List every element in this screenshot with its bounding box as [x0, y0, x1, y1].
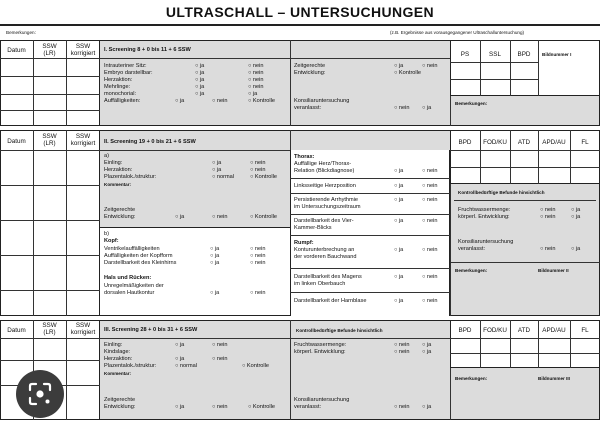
s1-option-nein[interactable]: ○ nein — [394, 105, 410, 111]
s1-mid-item: Konsiliaruntersuchung — [294, 98, 350, 104]
s2-option-ja[interactable]: ○ ja — [571, 207, 581, 213]
s3-option-kontrolle[interactable]: ○ Kontrolle — [248, 404, 276, 410]
s1-measure-bpd: BPD — [517, 51, 531, 58]
s2-option-ja[interactable]: ○ ja — [394, 218, 404, 224]
s2-rumpf-item: Konturunterbrechung an — [294, 247, 355, 253]
s1-item: Auffälligkeiten: — [104, 98, 141, 104]
s1-item: Mehrlinge: — [104, 84, 131, 90]
s2-thorax-item: Darstellbarkeit des Vier- — [294, 218, 354, 224]
s2-control-item: veranlasst: — [458, 246, 486, 252]
s2-option-ja[interactable]: ○ ja — [394, 298, 404, 304]
s2-option-ja[interactable]: ○ ja — [210, 290, 220, 296]
s1-option-ja[interactable]: ○ ja — [195, 63, 205, 69]
s2-image-label: Bildnummer II — [538, 268, 569, 273]
s1-remarks-label: Bemerkungen: — [455, 101, 488, 106]
s3-item: Kindslage: — [104, 349, 131, 355]
col-datum-1: Datum — [7, 47, 26, 54]
lens-search-button[interactable] — [16, 370, 64, 418]
s1-measure-ssl: SSL — [489, 51, 501, 58]
s1-option-nein[interactable]: ○ nein — [248, 70, 264, 76]
s2-option-ja[interactable]: ○ ja — [175, 214, 185, 220]
s2-thorax-head: Thorax: — [294, 154, 315, 160]
s2-option-ja[interactable]: ○ ja — [394, 197, 404, 203]
s2-option-nein[interactable]: ○ nein — [540, 207, 556, 213]
s2-neck-head: Hals und Rücken: — [104, 275, 152, 281]
s2-option-ja[interactable]: ○ ja — [394, 168, 404, 174]
col-ssw-korr-1b: korrigiert — [70, 50, 96, 57]
col-ssw-korr-2b: korrigiert — [70, 140, 96, 147]
s2-timely-label: Entwicklung: — [104, 214, 136, 220]
s3-option-ja[interactable]: ○ ja — [175, 356, 185, 362]
s3-item: Plazentalok./struktur: — [104, 363, 157, 369]
s1-option-ja[interactable]: ○ ja — [195, 91, 205, 97]
s3-option-nein[interactable]: ○ nein — [212, 356, 228, 362]
s2-sub-b: b) — [104, 231, 109, 237]
s2-control-item: Fruchtwassermenge: — [458, 207, 511, 213]
s2-rumpf-item: der vorderen Bauchwand — [294, 254, 357, 260]
s3-item: Herzaktion: — [104, 356, 133, 362]
screening-2-title: II. Screening 19 + 0 bis 21 + 6 SSW — [104, 139, 196, 145]
s3-option-ja[interactable]: ○ ja — [175, 342, 185, 348]
s2-b-item: Ventrikelauffälligkeiten — [104, 246, 160, 252]
s1-item: monochorial: — [104, 91, 137, 97]
s2-option-nein[interactable]: ○ nein — [250, 160, 266, 166]
s2-thorax-item: Auffällige Herz/Thorax- — [294, 161, 352, 167]
s2-sub-a: a) — [104, 153, 109, 159]
s2-neck-item: Unregelmäßigkeiten der — [104, 283, 164, 289]
screening-1-title: I. Screening 8 + 0 bis 11 + 6 SSW — [104, 47, 191, 53]
s3-measure-fl: FL — [581, 327, 589, 334]
header-note: (z.B. Ergebnisse aus vorausgegangener Ultraschalluntersuchung) — [390, 30, 525, 35]
s2-kommentar: Kommentar: — [104, 182, 132, 187]
col-ssw-korr-3b: korrigiert — [70, 329, 96, 336]
col-ssw-lr-1a: SSW — [42, 43, 57, 50]
s2-thorax-item: im Untersuchungszeitraum — [294, 204, 361, 210]
screening-3-title: III. Screening 28 + 0 bis 31 + 6 SSW — [104, 327, 198, 333]
s2-measure-apd: APD/AU — [542, 139, 566, 146]
s2-b-item: Darstellbarkeit des Kleinhirns — [104, 260, 177, 266]
s1-option-nein[interactable]: ○ nein — [212, 98, 228, 104]
col-ssw-lr-2a: SSW — [42, 133, 57, 140]
s2-measure-bpd: BPD — [458, 139, 472, 146]
s3-option-ja[interactable]: ○ ja — [422, 404, 432, 410]
s2-option-nein[interactable]: ○ nein — [540, 214, 556, 220]
s3-item: Einling: — [104, 342, 123, 348]
s2-option-ja[interactable]: ○ ja — [210, 246, 220, 252]
col-ssw-lr-1b: (LR) — [43, 50, 56, 57]
s2-option-ja[interactable]: ○ ja — [571, 214, 581, 220]
s2-a-item: Einling: — [104, 160, 123, 166]
s1-mid-item: veranlasst: — [294, 105, 322, 111]
s2-option-nein[interactable]: ○ nein — [422, 197, 438, 203]
s3-control-item: Fruchtwassermenge: — [294, 342, 347, 348]
s1-option-kontrolle[interactable]: ○ Kontrolle — [394, 70, 422, 76]
s1-option-ja[interactable]: ○ ja — [195, 70, 205, 76]
s2-thorax-item: Relation (Blickdiagnose) — [294, 168, 355, 174]
s2-remarks-label: Bemerkungen: — [455, 268, 488, 273]
s2-option-normal[interactable]: ○ normal — [212, 174, 235, 180]
s1-option-nein[interactable]: ○ nein — [248, 63, 264, 69]
s1-option-ja[interactable]: ○ ja — [394, 63, 404, 69]
s1-item: Intrauteriner Sitz: — [104, 63, 147, 69]
s1-item: Embryo darstellbar: — [104, 70, 153, 76]
screening-2-grid — [0, 130, 100, 316]
s1-option-ja[interactable]: ○ ja — [195, 84, 205, 90]
s3-option-nein[interactable]: ○ nein — [212, 342, 228, 348]
s3-remarks-label: Bemerkungen: — [455, 376, 488, 381]
s2-thorax-item: Linksseitige Herzposition — [294, 183, 356, 189]
s2-neck-item: dorsalen Hautkontur — [104, 290, 155, 296]
s1-option-nein[interactable]: ○ nein — [248, 84, 264, 90]
col-ssw-lr-3a: SSW — [42, 322, 57, 329]
col-ssw-korr-2a: SSW — [75, 133, 91, 140]
s2-thorax-item: Persistierende Arrhythmie — [294, 197, 359, 203]
col-datum-3: Datum — [7, 327, 26, 334]
s2-option-ja[interactable]: ○ ja — [212, 167, 222, 173]
s1-option-ja[interactable]: ○ ja — [248, 91, 258, 97]
s2-option-kontrolle[interactable]: ○ Kontrolle — [250, 214, 278, 220]
s3-option-nein[interactable]: ○ nein — [394, 349, 410, 355]
s2-measure-fod: FOD/KU — [483, 139, 507, 146]
s2-measure-atd: ATD — [517, 139, 531, 146]
document-title: ULTRASCHALL – UNTERSUCHUNGEN — [165, 4, 435, 20]
s2-option-nein[interactable]: ○ nein — [250, 260, 266, 266]
s3-option-nein[interactable]: ○ nein — [394, 404, 410, 410]
s1-option-ja[interactable]: ○ ja — [422, 105, 432, 111]
s2-option-ja[interactable]: ○ ja — [394, 274, 404, 280]
s2-a-item: Plazentalok./struktur: — [104, 174, 157, 180]
s2-b-item: Auffälligkeiten der Kopfform — [104, 253, 173, 259]
col-ssw-lr-2b: (LR) — [43, 140, 56, 147]
s1-item: Herzaktion: — [104, 77, 133, 83]
s2-control-item: Konsiliaruntersuchung — [458, 239, 514, 245]
s3-measure-apd: APD/AU — [542, 327, 566, 334]
title-rule — [0, 24, 600, 26]
s1-mid-item: Zeitgerechte — [294, 63, 326, 69]
s2-option-nein[interactable]: ○ nein — [422, 168, 438, 174]
s2-option-nein[interactable]: ○ nein — [540, 246, 556, 252]
s2-measure-fl: FL — [581, 139, 589, 146]
s2-option-nein[interactable]: ○ nein — [422, 247, 438, 253]
s1-option-ja[interactable]: ○ ja — [175, 98, 185, 104]
s2-a-item: Herzaktion: — [104, 167, 133, 173]
s2-option-nein[interactable]: ○ nein — [250, 253, 266, 259]
s3-kommentar: Kommentar: — [104, 371, 132, 376]
col-ssw-lr-3b: (LR) — [43, 329, 56, 336]
col-ssw-korr-3a: SSW — [75, 322, 91, 329]
s3-option-normal[interactable]: ○ normal — [175, 363, 198, 369]
s2-option-nein[interactable]: ○ nein — [250, 246, 266, 252]
s3-option-ja[interactable]: ○ ja — [175, 404, 185, 410]
s2-option-nein[interactable]: ○ nein — [422, 298, 438, 304]
s2-control-title: Kontrollbedürftige Befunde hinsichtlich — [458, 190, 545, 195]
s2-thorax-item: Kammer-Blicks — [294, 225, 332, 231]
s3-control-title: Kontrollbedürftige Befunde hinsichtlich — [296, 328, 383, 333]
s2-rumpf-item: Darstellbarkeit der Harnblase — [294, 298, 367, 304]
s2-rumpf-item: Darstellbarkeit des Magens — [294, 274, 362, 280]
s3-image-label: Bildnummer III — [538, 376, 570, 381]
s2-option-nein[interactable]: ○ nein — [422, 218, 438, 224]
s2-option-ja[interactable]: ○ ja — [210, 260, 220, 266]
s2-option-ja[interactable]: ○ ja — [394, 183, 404, 189]
s3-option-nein[interactable]: ○ nein — [212, 404, 228, 410]
s2-kopf-head: Kopf: — [104, 238, 119, 244]
s2-option-nein[interactable]: ○ nein — [250, 290, 266, 296]
s1-image-label: Bildnummer I — [542, 52, 572, 57]
s2-option-nein[interactable]: ○ nein — [422, 183, 438, 189]
lens-search-icon — [27, 381, 53, 407]
s1-option-nein[interactable]: ○ nein — [248, 77, 264, 83]
s1-option-ja[interactable]: ○ ja — [195, 77, 205, 83]
s2-option-nein[interactable]: ○ nein — [422, 274, 438, 280]
s3-timely-label: Zeitgerechte — [104, 397, 136, 403]
s2-option-nein[interactable]: ○ nein — [250, 167, 266, 173]
s3-measure-fod: FOD/KU — [483, 327, 507, 334]
s2-option-ja[interactable]: ○ ja — [394, 247, 404, 253]
s3-timely-label: Entwicklung: — [104, 404, 136, 410]
s1-option-kontrolle[interactable]: ○ Kontrolle — [248, 98, 276, 104]
s1-measure-grid — [450, 40, 600, 96]
s2-option-nein[interactable]: ○ nein — [212, 214, 228, 220]
s3-measure-atd: ATD — [517, 327, 531, 334]
header-remarks-label: Bemerkungen: — [6, 30, 36, 35]
s2-option-ja[interactable]: ○ ja — [212, 160, 222, 166]
s2-timely-label: Zeitgerechte — [104, 207, 136, 213]
col-datum-2: Datum — [7, 138, 26, 145]
s2-part-b-box — [100, 227, 290, 316]
s2-option-kontrolle[interactable]: ○ Kontrolle — [250, 174, 278, 180]
s2-control-item: körperl. Entwicklung: — [458, 214, 510, 220]
s2-rumpf-item: im linken Oberbauch — [294, 281, 346, 287]
s3-control-item: körperl. Entwicklung: — [294, 349, 346, 355]
s3-measure-bpd: BPD — [458, 327, 472, 334]
s2-option-ja[interactable]: ○ ja — [210, 253, 220, 259]
s2-option-ja[interactable]: ○ ja — [571, 246, 581, 252]
col-ssw-korr-1a: SSW — [75, 43, 91, 50]
s1-mid-item: Entwicklung: — [294, 70, 326, 76]
s3-consult-label: veranlasst: — [294, 404, 322, 410]
s3-option-ja[interactable]: ○ ja — [422, 349, 432, 355]
s1-option-nein[interactable]: ○ nein — [422, 63, 438, 69]
s2-rumpf-head: Rumpf: — [294, 240, 314, 246]
s3-option-ja[interactable]: ○ ja — [422, 342, 432, 348]
s3-consult-label: Konsiliaruntersuchung — [294, 397, 350, 403]
s3-option-kontrolle[interactable]: ○ Kontrolle — [242, 363, 270, 369]
s1-measure-ps: PS — [460, 51, 470, 58]
s3-option-nein[interactable]: ○ nein — [394, 342, 410, 348]
